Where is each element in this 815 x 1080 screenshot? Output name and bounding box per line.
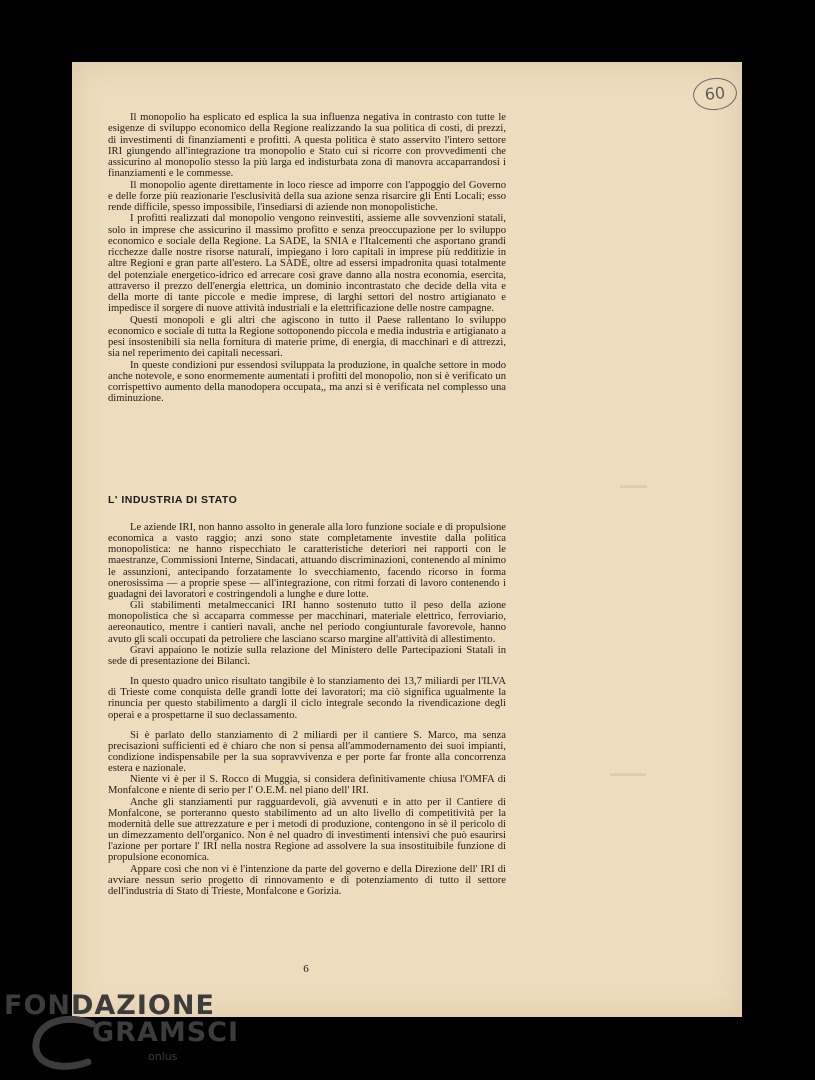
paragraph: Appare così che non vi è l'intenzione da parte del governo e della Direzione dell' IRI di avviare nessun serio progetto di rinnovamento e di potenziamento di tutto il settore dell'industria di Stato di Trieste, Monfalcone e Gorizia. <box>108 863 506 897</box>
body-text-section-1 <box>108 112 506 405</box>
paragraph: Anche gli stanziamenti pur ragguardevoli, già avvenuti e in atto per il Cantiere di Monfalcone, se porteranno questo stabilimento ad un alto livello di competitività per la modernità delle sue attrezzature e per i metodi di produzione, contengono in sè il pericolo di un dimezzamento dell'organico. Non è nel quadro di investimenti intensivi che può esaurirsi l'azione per portare l' IRI nella nostra Regione ad assolvere la sua insostituibile funzione di propulsione economica. <box>108 796 506 864</box>
watermark-swoosh-icon <box>30 1012 100 1072</box>
paragraph: Il monopolio ha esplicato ed esplica la sua influenza negativa in contrasto con tutte le esigenze di sviluppo economico della Regione realizzando la sua politica di costi, di prezzi, di investimenti di finanziamenti e profitti. A questa politica è stato asservito l'intero settore IRI giungendo all'integrazione tra monopolio e Stato cui si ricorre con provvedimenti che assicurino al monopolio stesso la più larga ed indisturbata zona di manovra accaparrandosi i finanziamenti e le commesse. <box>108 112 506 180</box>
watermark-line1: FONDAZIONE <box>4 990 215 1021</box>
watermark-line2: GRAMSCI <box>92 1017 240 1048</box>
paragraph: Si è parlato dello stanziamento di 2 miliardi per il cantiere S. Marco, ma senza precisazioni sufficienti ed è chiaro che non si pensa all'ammodernamento dei suoi impianti, condizione indispensabile per la sua sopravvivenza e per porte far fronte alla concorrenza estera e nazionale. <box>108 729 506 775</box>
paragraph: Gli stabilimenti metalmeccanici IRI hanno sostenuto tutto il peso della azione monopolistica che si accaparra commesse per macchinari, materiale elettrico, ferroviario, aereonautico, mentre i cantieri navali, anche nel periodo congiunturale favorevole, hanno avuto gli scali occupati da petroliere che lasciano scarso margine all'attività di allestimento. <box>108 600 506 645</box>
paragraph: Le aziende IRI, non hanno assolto in generale alla loro funzione sociale e di propulsione economica a vasto raggio; anzi sono state completamente investite dalla politica monopolistica: ne hanno rispecchiato le caratteristiche deteriori nei rapporti con le maestranze, Commissioni Interne, Sindacati, attuando discriminazioni, contenendo al minimo le assunzioni, antecipando forzatamente lo svecchiamento, facendo ricorso in forma onerosissima — a proprie spese — all'integrazione, con ritmi forzati di lavoro contenendo i guadagni dei lavoratori e costringendoli a lunghe e dure lotte. <box>108 522 506 600</box>
page-number: 6 <box>303 963 309 975</box>
paragraph: In questo quadro unico risultato tangibile è lo stanziamento dei 13,7 miliardi per l'ILVA di Trieste come conquista delle grandi lotte dei lavoratori; ma ciò significa ugualmente la rinuncia per questo stabilimento a dargli il ciclo integrale secondo la rivendicazione degli operai e a prospettarne il suo declassamento. <box>108 676 506 721</box>
body-text-section-2 <box>108 522 506 897</box>
paragraph: In queste condizioni pur essendosi sviluppata la produzione, in qualche settore in modo anche notevole, e sono enormemente aumentati i profitti del monopolio, non si è verificato un corrispettivo aumento della manodopera occupata,, ma anzi si è verificata nel complesso una diminuzione. <box>108 359 506 405</box>
paragraph: Il monopolio agente direttamente in loco riesce ad imporre con l'appoggio del Governo e delle forze più reazionarie l'esclusività della sua azione senza risarcire gli Enti Locali; esso rende difficile, spesso impossibile, l'insediarsi di aziende non monopolistiche. <box>108 179 506 213</box>
paragraph: Gravi appaiono le notizie sulla relazione del Ministero delle Partecipazioni Statali in sede di presentazione dei Bilanci. <box>108 644 506 667</box>
paragraph: Questi monopoli e gli altri che agiscono in tutto il Paese rallentano lo sviluppo economico e sociale di tutta la Regione sottoponendo piccola e media industria e artigianato a pesi insostenibili sia nella fornitura di materie prime, di energia, di macchinari e di attrezzi, sia nel reperimento dei capitali necessari. <box>108 314 506 360</box>
bleed-through-mark: ▬▬▬ <box>620 480 647 490</box>
watermark-line3: onlus <box>148 1050 178 1063</box>
paragraph: I profitti realizzati dal monopolio vengono reinvestiti, assieme alle sovvenzioni statali, solo in imprese che assicurino il massimo profitto e senza preoccupazione per lo sviluppo economico e sociale della Regione. La SADE, la SNIA e l'Italcementi che asportano grandi ricchezze dalle nostre risorse naturali, impiegano i loro capitali in imprese più redditizie in altre Regioni e gran parte all'estero. La SADE, oltre ad essersi impadronita quasi totalmente del potenziale energetico-idrico ed arrecare così grave danno alla nostra economia, esercita, attraverso il prezzo dell'energia elettrica, un dominio incontrastato che decide della vita e della morte di tante piccole e medie imprese, di larghi settori del nostro artigianato e impedisce il sorgere di nuove attività industriali e la elettrificazione delle nostre campagne. <box>108 213 506 315</box>
bleed-through-mark: ▬▬▬▬ <box>610 768 646 778</box>
section-heading: L' INDUSTRIA DI STATO <box>108 494 238 506</box>
fondazione-gramsci-watermark <box>0 990 240 1080</box>
paragraph: Niente vi è per il S. Rocco di Muggia, si considera definitivamente chiusa l'OMFA di Monfalcone e niente di serio per l' O.E.M. nel piano dell' IRI. <box>108 774 506 797</box>
handwritten-page-number: 60 <box>691 76 738 112</box>
